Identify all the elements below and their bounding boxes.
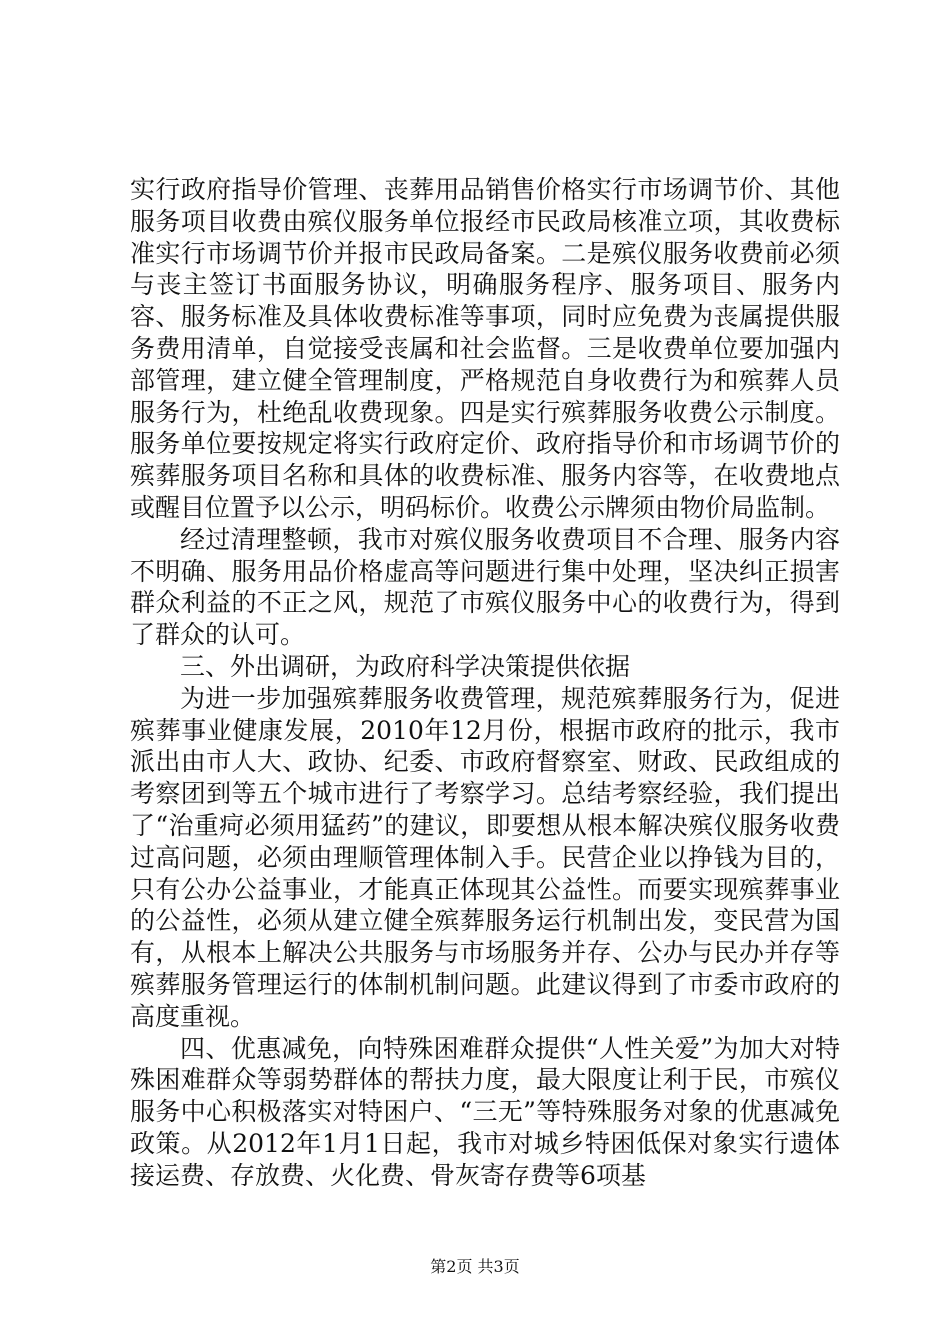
- paragraph-rectification-result: 经过清理整顿，我市对殡仪服务收费项目不合理、服务内容不明确、服务用品价格虚高等问题进行集中处理，坚决纠正损害群众利益的不正之风，规范了市殡仪服务中心的收费行为，得到了群众的认可。: [130, 524, 840, 650]
- section-heading-4-paragraph: 四、优惠减免，向特殊困难群众提供“人性关爱”为加大对特殊困难群众等弱势群体的帮扶力度，最大限度让利于民，市殡仪服务中心积极落实对特困户、“三无”等特殊服务对象的优惠减免政策。从2012年1月1日起，我市对城乡特困低保对象实行遗体接运费、存放费、火化费、骨灰寄存费等6项基: [130, 1033, 840, 1190]
- page-footer: 第2页 共3页: [430, 1257, 520, 1276]
- document-body: [130, 174, 840, 1192]
- paragraph-continued: 实行政府指导价管理、丧葬用品销售价格实行市场调节价、其他服务项目收费由殡仪服务单位报经市民政局核准立项，其收费标准实行市场调节价并报市民政局备案。二是殡仪服务收费前必须与丧主签订书面服务协议，明确服务程序、服务项目、服务内容、服务标准及具体收费标准等事项，同时应免费为丧属提供服务费用清单，自觉接受丧属和社会监督。三是收费单位要加强内部管理，建立健全管理制度，严格规范自身收费行为和殡葬人员服务行为，杜绝乱收费现象。四是实行殡葬服务收费公示制度。服务单位要按规定将实行政府定价、政府指导价和市场调节价的殡葬服务项目名称和具体的收费标准、服务内容等，在收费地点或醒目位置予以公示，明码标价。收费公示牌须由物价局监制。: [130, 175, 840, 522]
- paragraph-research: 为进一步加强殡葬服务收费管理，规范殡葬服务行为，促进殡葬事业健康发展，2010年12月份，根据市政府的批示，我市派出由市人大、政协、纪委、市政府督察室、财政、民政组成的考察团到等五个城市进行了考察学习。总结考察经验，我们提出了“治重疴必须用猛药”的建议，即要想从根本解决殡仪服务收费过高问题，必须由理顺管理体制入手。民营企业以挣钱为目的，只有公办公益事业，才能真正体现其公益性。而要实现殡葬事业的公益性，必须从建立健全殡葬服务运行机制出发，变民营为国有，从根本上解决公共服务与市场服务并存、公办与民办并存等殡葬服务管理运行的体制机制问题。此建议得到了市委市政府的高度重视。: [130, 683, 840, 1031]
- section-heading-3: 三、外出调研，为政府科学决策提供依据: [180, 651, 631, 681]
